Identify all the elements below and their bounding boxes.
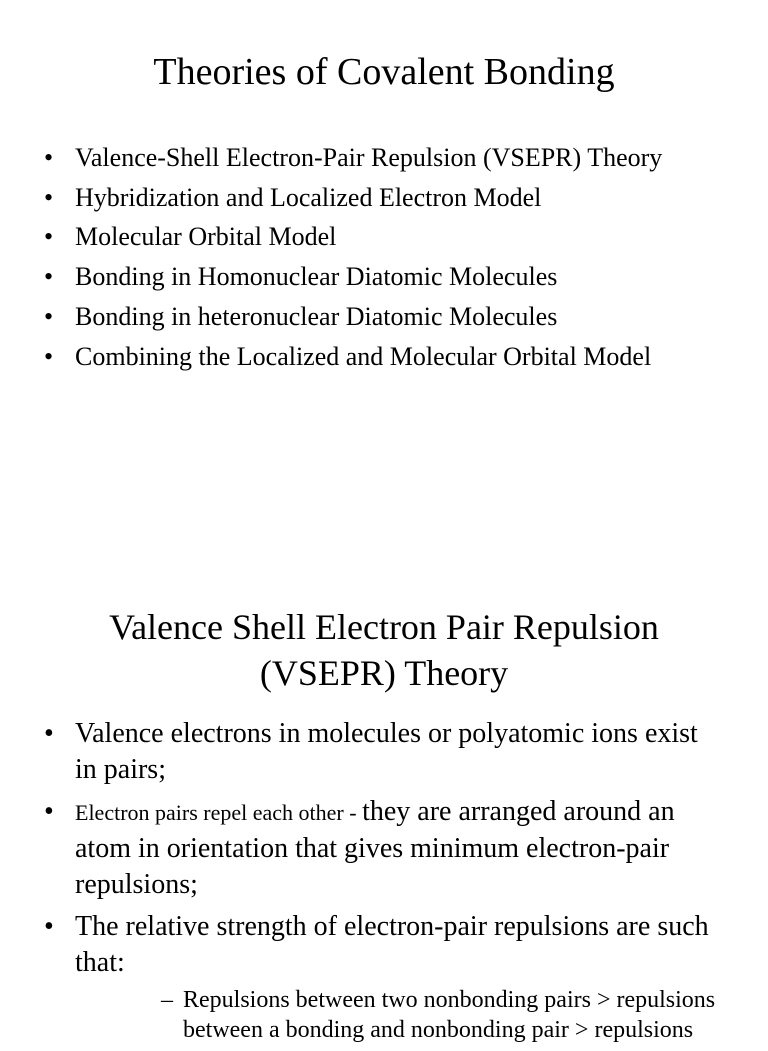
list-item-text: Valence-Shell Electron-Pair Repulsion (VSEPR) Theory xyxy=(75,143,663,172)
list-item-text: Hybridization and Localized Electron Model xyxy=(75,182,542,212)
list-item xyxy=(0,794,720,903)
list-item-text: Bonding in heteronuclear Diatomic Molecules xyxy=(75,301,558,331)
bullet-icon: • xyxy=(44,718,54,749)
slide-1-title: Theories of Covalent Bonding xyxy=(153,51,615,93)
list-item-text: The relative strength of electron-pair repulsions are such that: xyxy=(75,911,709,978)
bullet-icon: • xyxy=(44,222,54,252)
sub-list-item xyxy=(75,985,720,1045)
list-item xyxy=(0,716,720,788)
list-item xyxy=(0,217,740,257)
list-item-text-small: Electron pairs repel each other - xyxy=(75,800,363,825)
slide-2-title-line-1: Valence Shell Electron Pair Repulsion xyxy=(109,607,659,647)
sub-list-item-text: Repulsions between two nonbonding pairs > repulsions between a bonding and nonbonding pair > repulsions xyxy=(183,987,716,1043)
bullet-icon: • xyxy=(44,796,54,827)
bullet-icon: • xyxy=(44,911,54,942)
bullet-icon: • xyxy=(44,182,54,212)
list-item xyxy=(0,297,740,337)
slide-1-bullet-list xyxy=(0,138,740,376)
bullet-icon: • xyxy=(44,262,54,292)
slide-1 xyxy=(0,0,768,520)
list-item-text: Molecular Orbital Model xyxy=(75,222,337,252)
slide-2-bullet-list xyxy=(0,716,720,1051)
list-item xyxy=(0,178,740,218)
list-item-text: Bonding in Homonuclear Diatomic Molecules xyxy=(75,262,558,292)
dash-icon: – xyxy=(161,987,173,1013)
list-item xyxy=(0,257,740,297)
slide-2 xyxy=(0,520,768,1043)
list-item-text: Valence electrons in molecules or polyatomic ions exist in pairs; xyxy=(75,718,698,785)
list-item xyxy=(0,138,740,178)
slide-2-title-line-2: (VSEPR) Theory xyxy=(259,653,509,693)
bullet-icon: • xyxy=(44,143,54,172)
list-item-text: Combining the Localized and Molecular Orbital Model xyxy=(75,341,652,371)
list-item-text: they are arranged around an atom in orientation that gives minimum electron-pair repulsions; xyxy=(75,796,675,900)
list-item xyxy=(0,909,720,1045)
bullet-icon: • xyxy=(44,341,54,371)
bullet-icon: • xyxy=(44,301,54,331)
slide-2-title xyxy=(0,604,768,696)
list-item xyxy=(0,337,740,377)
